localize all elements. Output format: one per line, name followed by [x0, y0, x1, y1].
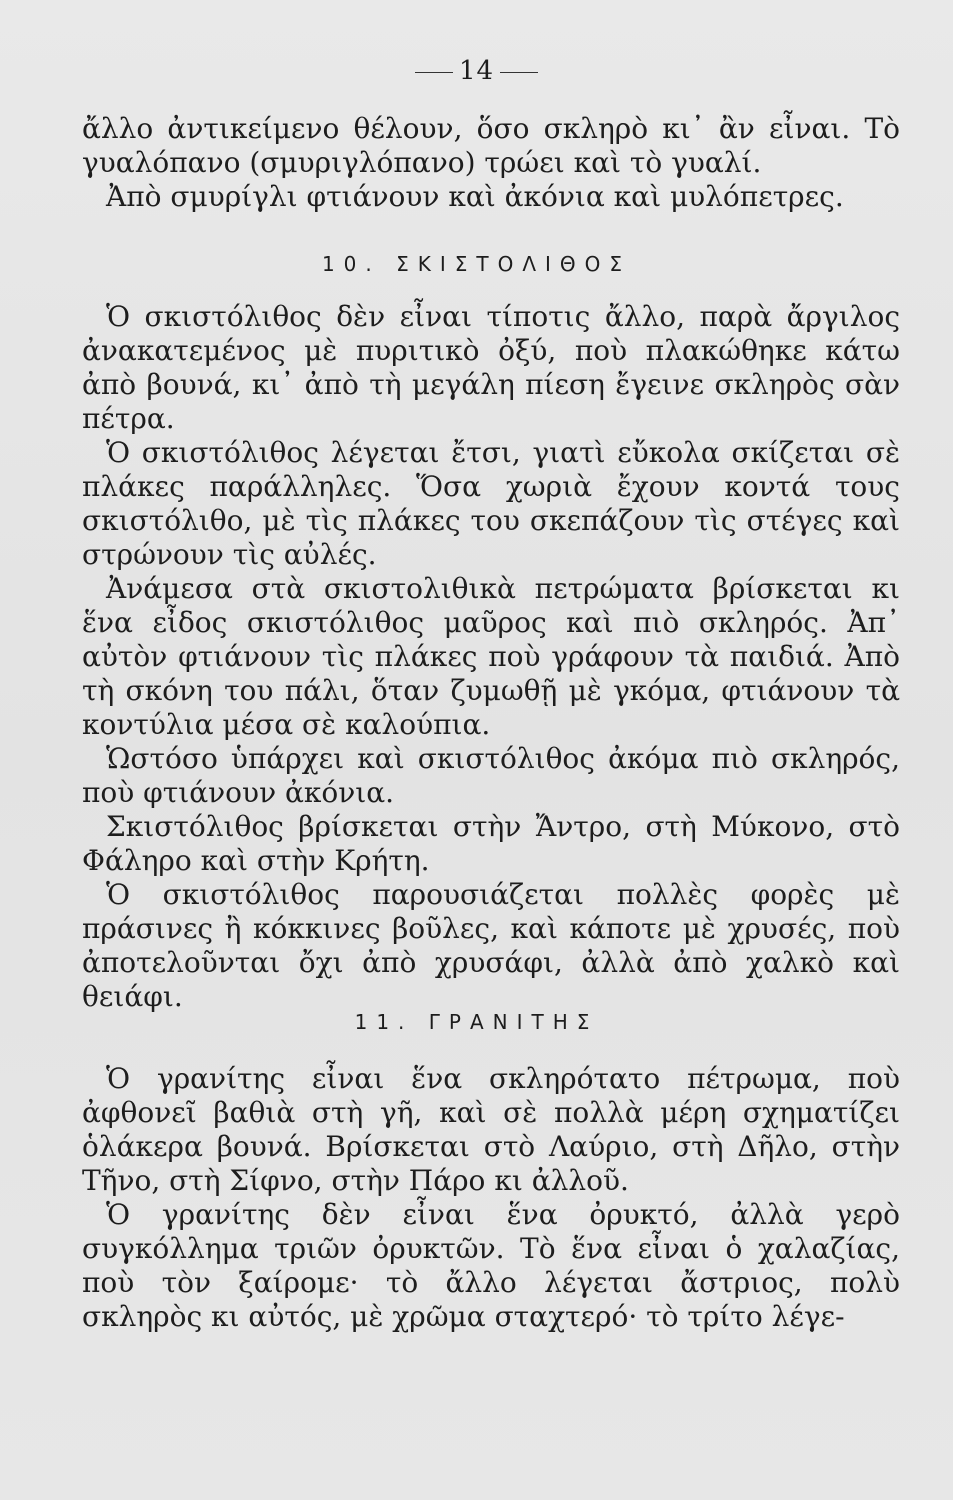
page-number-right-rule [500, 72, 538, 73]
intro-paragraph-1: ἄλλο ἀντικείμενο θέλουν, ὅσο σκληρὸ κι᾿ ἂν εἶναι. Τὸ γυαλόπανο (σμυριγλόπανο) τρώει καὶ τὸ γυαλί. [82, 112, 900, 179]
section-10-paragraph-2: Ὁ σκιστόλιθος λέγεται ἔτσι, γιατὶ εὔκολα σκίζεται σὲ πλάκες παράλληλες. Ὅσα χωριὰ ἔχουν κοντά τους σκιστόλιθο, μὲ τὶς πλάκες του σκεπάζουν τὶς στέγες καὶ στρώνουν τὶς αὐλές. [82, 436, 900, 571]
section-11-paragraph-1: Ὁ γρανίτης εἶναι ἕνα σκληρότατο πέτρωμα, ποὺ ἀφθονεῖ βαθιὰ στὴ γῆ, καὶ σὲ πολλὰ μέρη σχηματίζει ὁλάκερα βουνά. Βρίσκεται στὸ Λαύριο, στὴ Δῆλο, στὴν Τῆνο, στὴ Σίφνο, στὴν Πάρο κι ἀλλοῦ. [82, 1062, 900, 1197]
page-number-left-rule [415, 72, 453, 73]
section-10-paragraph-5: Σκιστόλιθος βρίσκεται στὴν Ἄντρο, στὴ Μύκονο, στὸ Φάληρο καὶ στὴν Κρήτη. [82, 810, 900, 877]
section-10-paragraph-6: Ὁ σκιστόλιθος παρουσιάζεται πολλὲς φορὲς μὲ πράσινες ἢ κόκκινες βοῦλες, καὶ κάποτε μὲ χρυσές, ποὺ ἀποτελοῦνται ὄχι ἀπὸ χρυσάφι, ἀλλὰ ἀπὸ χαλκὸ καὶ θειάφι. [82, 878, 900, 1013]
section-10-paragraph-1: Ὁ σκιστόλιθος δὲν εἶναι τίποτις ἄλλο, παρὰ ἄργιλος ἀνακατεμένος μὲ πυριτικὸ ὀξύ, ποὺ πλακώθηκε κάτω ἀπὸ βουνά, κι᾿ ἀπὸ τὴ μεγάλη πίεση ἔγεινε σκληρὸς σὰν πέτρα. [82, 300, 900, 435]
section-11-body [82, 1062, 900, 1334]
page-number-text: 14 [458, 56, 495, 86]
section-11-paragraph-2: Ὁ γρανίτης δὲν εἶναι ἕνα ὀρυκτό, ἀλλὰ γερὸ συγκόλλημα τριῶν ὀρυκτῶν. Τὸ ἕνα εἶναι ὁ χαλαζίας, ποὺ τὸν ξαίρομε· τὸ ἄλλο λέγεται ἄστριος, πολὺ σκληρὸς κι αὐτός, μὲ χρῶμα σταχτερό· τὸ τρίτο λέγε- [82, 1198, 900, 1333]
section-10-paragraph-3: Ἀνάμεσα στὰ σκιστολιθικὰ πετρώματα βρίσκεται κι ἕνα εἶδος σκιστόλιθος μαῦρος καὶ πιὸ σκληρός. Ἀπ᾿ αὐτὸν φτιάνουν τὶς πλάκες ποὺ γράφουν τὰ παιδιά. Ἀπὸ τὴ σκόνη του πάλι, ὅταν ζυμωθῇ μὲ γκόμα, φτιάνουν τὰ κοντύλια μέσα σὲ καλούπια. [82, 572, 900, 741]
page-number [0, 56, 953, 86]
section-10-body [82, 300, 900, 1014]
section-11-heading: 11. ΓΡΑΝΙΤΗΣ [354, 1010, 599, 1034]
section-10-paragraph-4: Ὡστόσο ὑπάρχει καὶ σκιστόλιθος ἀκόμα πιὸ σκληρός, ποὺ φτιάνουν ἀκόνια. [82, 742, 900, 809]
intro-paragraph-2: Ἀπὸ σμυρίγλι φτιάνουν καὶ ἀκόνια καὶ μυλόπετρες. [106, 180, 844, 213]
intro-text [82, 112, 900, 214]
section-10-heading: 10. ΣΚΙΣΤΟΛΙΘΟΣ [321, 252, 632, 276]
